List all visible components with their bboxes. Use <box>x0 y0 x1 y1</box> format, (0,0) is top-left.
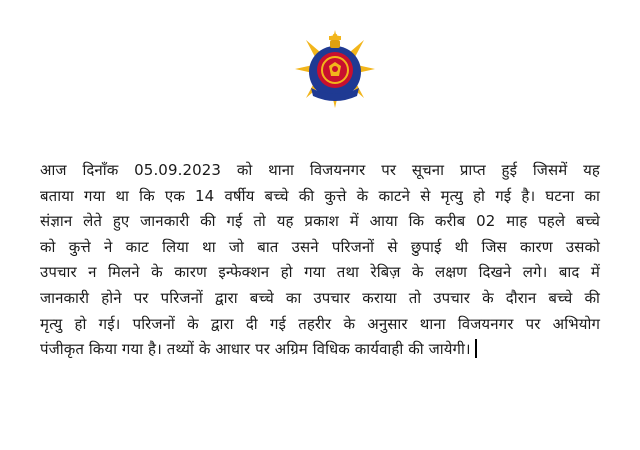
document-line-text: पंजीकृत किया गया है। तथ्यों के आधार पर अग्रिम विधिक कार्यवाही की जायेगी। <box>40 340 471 359</box>
up-police-emblem-icon <box>293 28 377 110</box>
document-line: मृत्यु हो गई। परिजनों के द्वारा दी गई तहरीर के अनुसार थाना विजयनगर पर अभियोग <box>40 314 600 333</box>
document-line: संज्ञान लेते हुए जानकारी की गई तो यह प्रकाश में आया कि करीब 02 माह पहले बच्चे <box>40 212 600 231</box>
document-line: उपचार न मिलने के कारण इन्फेक्शन हो गया तथा रेबिज़ के लक्षण दिखने लगे। बाद में <box>40 263 600 282</box>
document-line-last <box>40 337 600 363</box>
document-line: आज दिनाँक 05.09.2023 को थाना विजयनगर पर सूचना प्राप्त हुई जिसमें यह <box>40 161 600 179</box>
document-line: को कुत्ते ने काट लिया था जो बात उसने परिजनों से छुपाई थी जिस कारण उसको <box>40 237 600 256</box>
document-line: बताया गया था कि एक 14 वर्षीय बच्चे की कुत्ते के काटने से मृत्यु हो गई है। घटना का <box>40 186 600 205</box>
document-line: जानकारी होने पर परिजनों द्वारा बच्चे का उपचार कराया तो उपचार के दौरान बच्चे की <box>40 288 600 307</box>
text-cursor <box>475 339 477 358</box>
document-body <box>40 158 600 363</box>
